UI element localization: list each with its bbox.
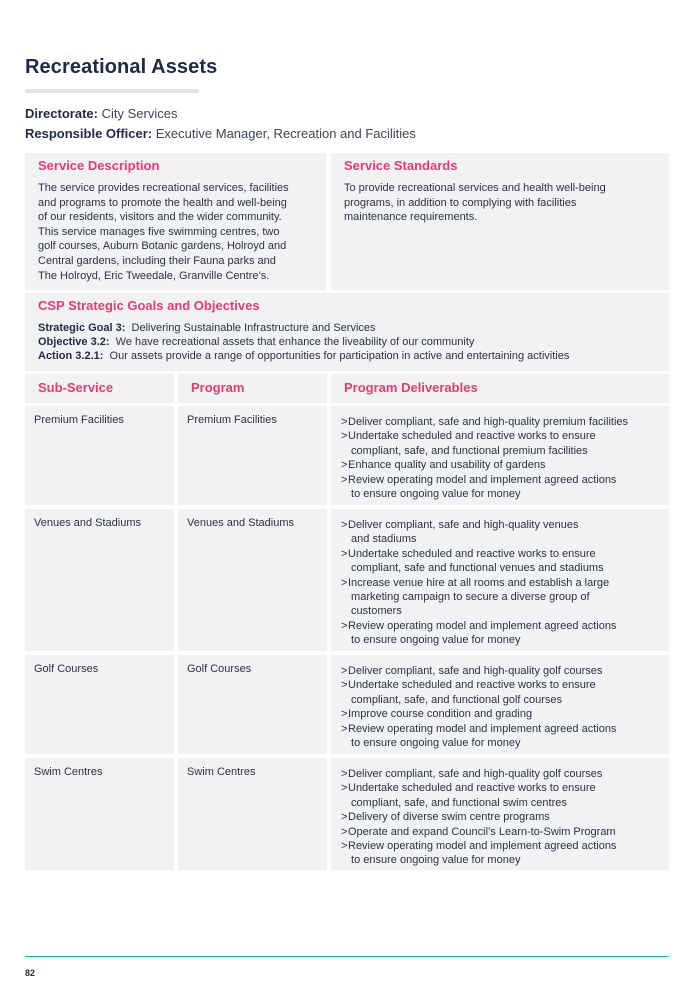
deliverables-list	[341, 767, 616, 868]
deliverable-item	[341, 722, 616, 751]
deliverable-item	[341, 839, 616, 868]
deliverable-text: Undertake scheduled and reactive works to ensure compliant, safe, and functional golf courses	[348, 679, 596, 706]
footer-rule	[25, 956, 669, 957]
column-header-sub-service	[25, 374, 174, 403]
service-description-line: The service provides recreational services, facilities	[38, 182, 289, 194]
table-row	[25, 406, 669, 505]
service-standards-panel	[331, 153, 669, 290]
service-description-line: This service manages five swimming centres, two	[38, 225, 280, 238]
service-standards-line: To provide recreational services and health well-being	[344, 182, 606, 194]
service-description-panel	[25, 153, 326, 290]
chevron-right-icon: >	[341, 679, 348, 692]
deliverable-text: Deliver compliant, safe and high-quality golf courses	[348, 665, 603, 677]
program-text: Golf Courses	[187, 663, 252, 675]
chevron-right-icon: >	[341, 459, 348, 472]
directorate-line	[25, 106, 177, 121]
chevron-right-icon: >	[341, 576, 348, 589]
service-standards-line: maintenance requirements.	[344, 211, 478, 224]
deliverable-text: Increase venue hire at all rooms and establish a large marketing campaign to secure a diverse group of customers	[348, 576, 610, 618]
deliverable-item	[341, 576, 616, 619]
deliverable-item	[341, 707, 616, 721]
deliverable-item	[341, 810, 616, 824]
column-header-label: Program	[191, 380, 245, 395]
chevron-right-icon: >	[341, 708, 348, 721]
csp-goals-panel	[25, 293, 669, 371]
sub-service-text: Swim Centres	[34, 766, 103, 778]
responsible-officer-line	[25, 126, 416, 141]
deliverable-text: Delivery of diverse swim centre programs	[348, 811, 550, 824]
deliverables-cell	[331, 655, 669, 754]
column-header-label: Program Deliverables	[344, 380, 478, 395]
service-description-line: and programs to promote the health and well-being	[38, 196, 287, 209]
csp-heading: CSP Strategic Goals and Objectives	[38, 298, 260, 313]
deliverable-text: Deliver compliant, safe and high-quality venues and stadiums	[348, 519, 579, 546]
sub-service-text: Venues and Stadiums	[34, 517, 142, 529]
deliverable-text: Enhance quality and usability of gardens	[348, 459, 546, 472]
objective-line	[38, 336, 474, 348]
deliverable-text: Operate and expand Council’s Learn-to-Swim Program	[348, 825, 616, 838]
deliverables-list	[341, 518, 616, 648]
deliverable-text: Improve course condition and grading	[348, 708, 533, 721]
table-row	[25, 758, 669, 870]
action-line	[38, 350, 569, 362]
deliverables-cell	[331, 509, 669, 651]
column-header-label: Sub-Service	[38, 380, 114, 395]
deliverable-text: Undertake scheduled and reactive works to ensure compliant, safe and functional venues and stadiums	[348, 547, 604, 575]
objective-label: Objective 3.2:	[38, 336, 110, 348]
chevron-right-icon: >	[341, 619, 348, 632]
service-standards-line: programs, in addition to complying with facilities	[344, 196, 577, 209]
strategic-goal-line	[38, 322, 376, 334]
program-text: Venues and Stadiums	[187, 517, 295, 529]
service-description-line: golf courses, Auburn Botanic gardens, Holroyd and	[38, 240, 287, 253]
page-title: Recreational Assets	[25, 56, 218, 78]
service-description-heading: Service Description	[38, 158, 160, 173]
service-description-line: of our residents, visitors and the wider community.	[38, 211, 282, 224]
program-cell	[178, 758, 327, 870]
deliverable-text: Review operating model and implement agreed actions to ensure ongoing value for money	[348, 473, 617, 501]
chevron-right-icon: >	[341, 547, 348, 560]
deliverable-item	[341, 619, 616, 648]
sub-service-cell	[25, 406, 174, 505]
deliverables-cell	[331, 406, 669, 505]
chevron-right-icon: >	[341, 782, 348, 795]
program-text: Swim Centres	[187, 766, 256, 778]
sub-service-cell	[25, 509, 174, 651]
table-row	[25, 509, 669, 651]
deliverable-item	[341, 678, 616, 707]
action-text: Our assets provide a range of opportunities for participation in active and entertaining activities	[109, 350, 570, 362]
deliverable-item	[341, 415, 628, 429]
deliverable-text: Deliver compliant, safe and high-quality premium facilities	[348, 416, 629, 428]
action-label: Action 3.2.1:	[38, 350, 104, 362]
objective-text: We have recreational assets that enhance the liveability of our community	[115, 336, 475, 348]
sub-service-text: Premium Facilities	[34, 414, 124, 426]
deliverable-item	[341, 429, 628, 458]
deliverable-item	[341, 458, 628, 472]
chevron-right-icon: >	[341, 519, 348, 531]
deliverable-text: Review operating model and implement agreed actions to ensure ongoing value for money	[348, 619, 617, 647]
service-description-text	[38, 181, 289, 283]
chevron-right-icon: >	[341, 416, 348, 428]
deliverable-item	[341, 518, 616, 547]
service-description-line: Central gardens, including their Fauna parks and	[38, 254, 276, 267]
responsible-officer-label: Responsible Officer:	[25, 126, 153, 141]
deliverable-item	[341, 664, 616, 678]
deliverable-text: Review operating model and implement agreed actions to ensure ongoing value for money	[348, 722, 617, 750]
deliverable-item	[341, 547, 616, 576]
chevron-right-icon: >	[341, 840, 348, 853]
deliverables-cell	[331, 758, 669, 870]
responsible-officer-value: Executive Manager, Recreation and Facilities	[155, 126, 416, 141]
table-row	[25, 655, 669, 754]
chevron-right-icon: >	[341, 430, 348, 443]
column-header-program	[178, 374, 327, 403]
strategic-goal-label: Strategic Goal 3:	[38, 322, 126, 334]
chevron-right-icon: >	[341, 722, 348, 735]
deliverables-list	[341, 415, 628, 501]
chevron-right-icon: >	[341, 825, 348, 838]
deliverable-text: Undertake scheduled and reactive works to ensure compliant, safe, and functional premium facilities	[348, 430, 596, 457]
deliverable-item	[341, 781, 616, 810]
deliverable-item	[341, 473, 628, 502]
directorate-label: Directorate:	[25, 106, 98, 121]
service-standards-text	[344, 181, 606, 225]
chevron-right-icon: >	[341, 811, 348, 824]
column-header-deliverables	[331, 374, 669, 403]
deliverable-text: Deliver compliant, safe and high-quality golf courses	[348, 768, 603, 780]
program-cell	[178, 406, 327, 505]
strategic-goal-text: Delivering Sustainable Infrastructure and Services	[131, 322, 376, 334]
program-cell	[178, 655, 327, 754]
program-text: Premium Facilities	[187, 414, 277, 426]
deliverables-list	[341, 664, 616, 750]
deliverable-text: Undertake scheduled and reactive works to ensure compliant, safe, and functional swim centres	[348, 782, 596, 809]
directorate-value: City Services	[101, 106, 178, 121]
page-number: 82	[25, 968, 36, 978]
chevron-right-icon: >	[341, 665, 348, 677]
title-underline	[25, 89, 199, 93]
program-cell	[178, 509, 327, 651]
service-description-line: The Holroyd, Eric Tweedale, Granville Centre’s.	[38, 269, 270, 282]
service-standards-heading: Service Standards	[344, 158, 458, 173]
chevron-right-icon: >	[341, 768, 348, 780]
chevron-right-icon: >	[341, 473, 348, 486]
sub-service-cell	[25, 758, 174, 870]
deliverable-item	[341, 767, 616, 781]
deliverable-text: Review operating model and implement agreed actions to ensure ongoing value for money	[348, 840, 617, 867]
deliverable-item	[341, 825, 616, 839]
sub-service-cell	[25, 655, 174, 754]
sub-service-text: Golf Courses	[34, 663, 99, 675]
